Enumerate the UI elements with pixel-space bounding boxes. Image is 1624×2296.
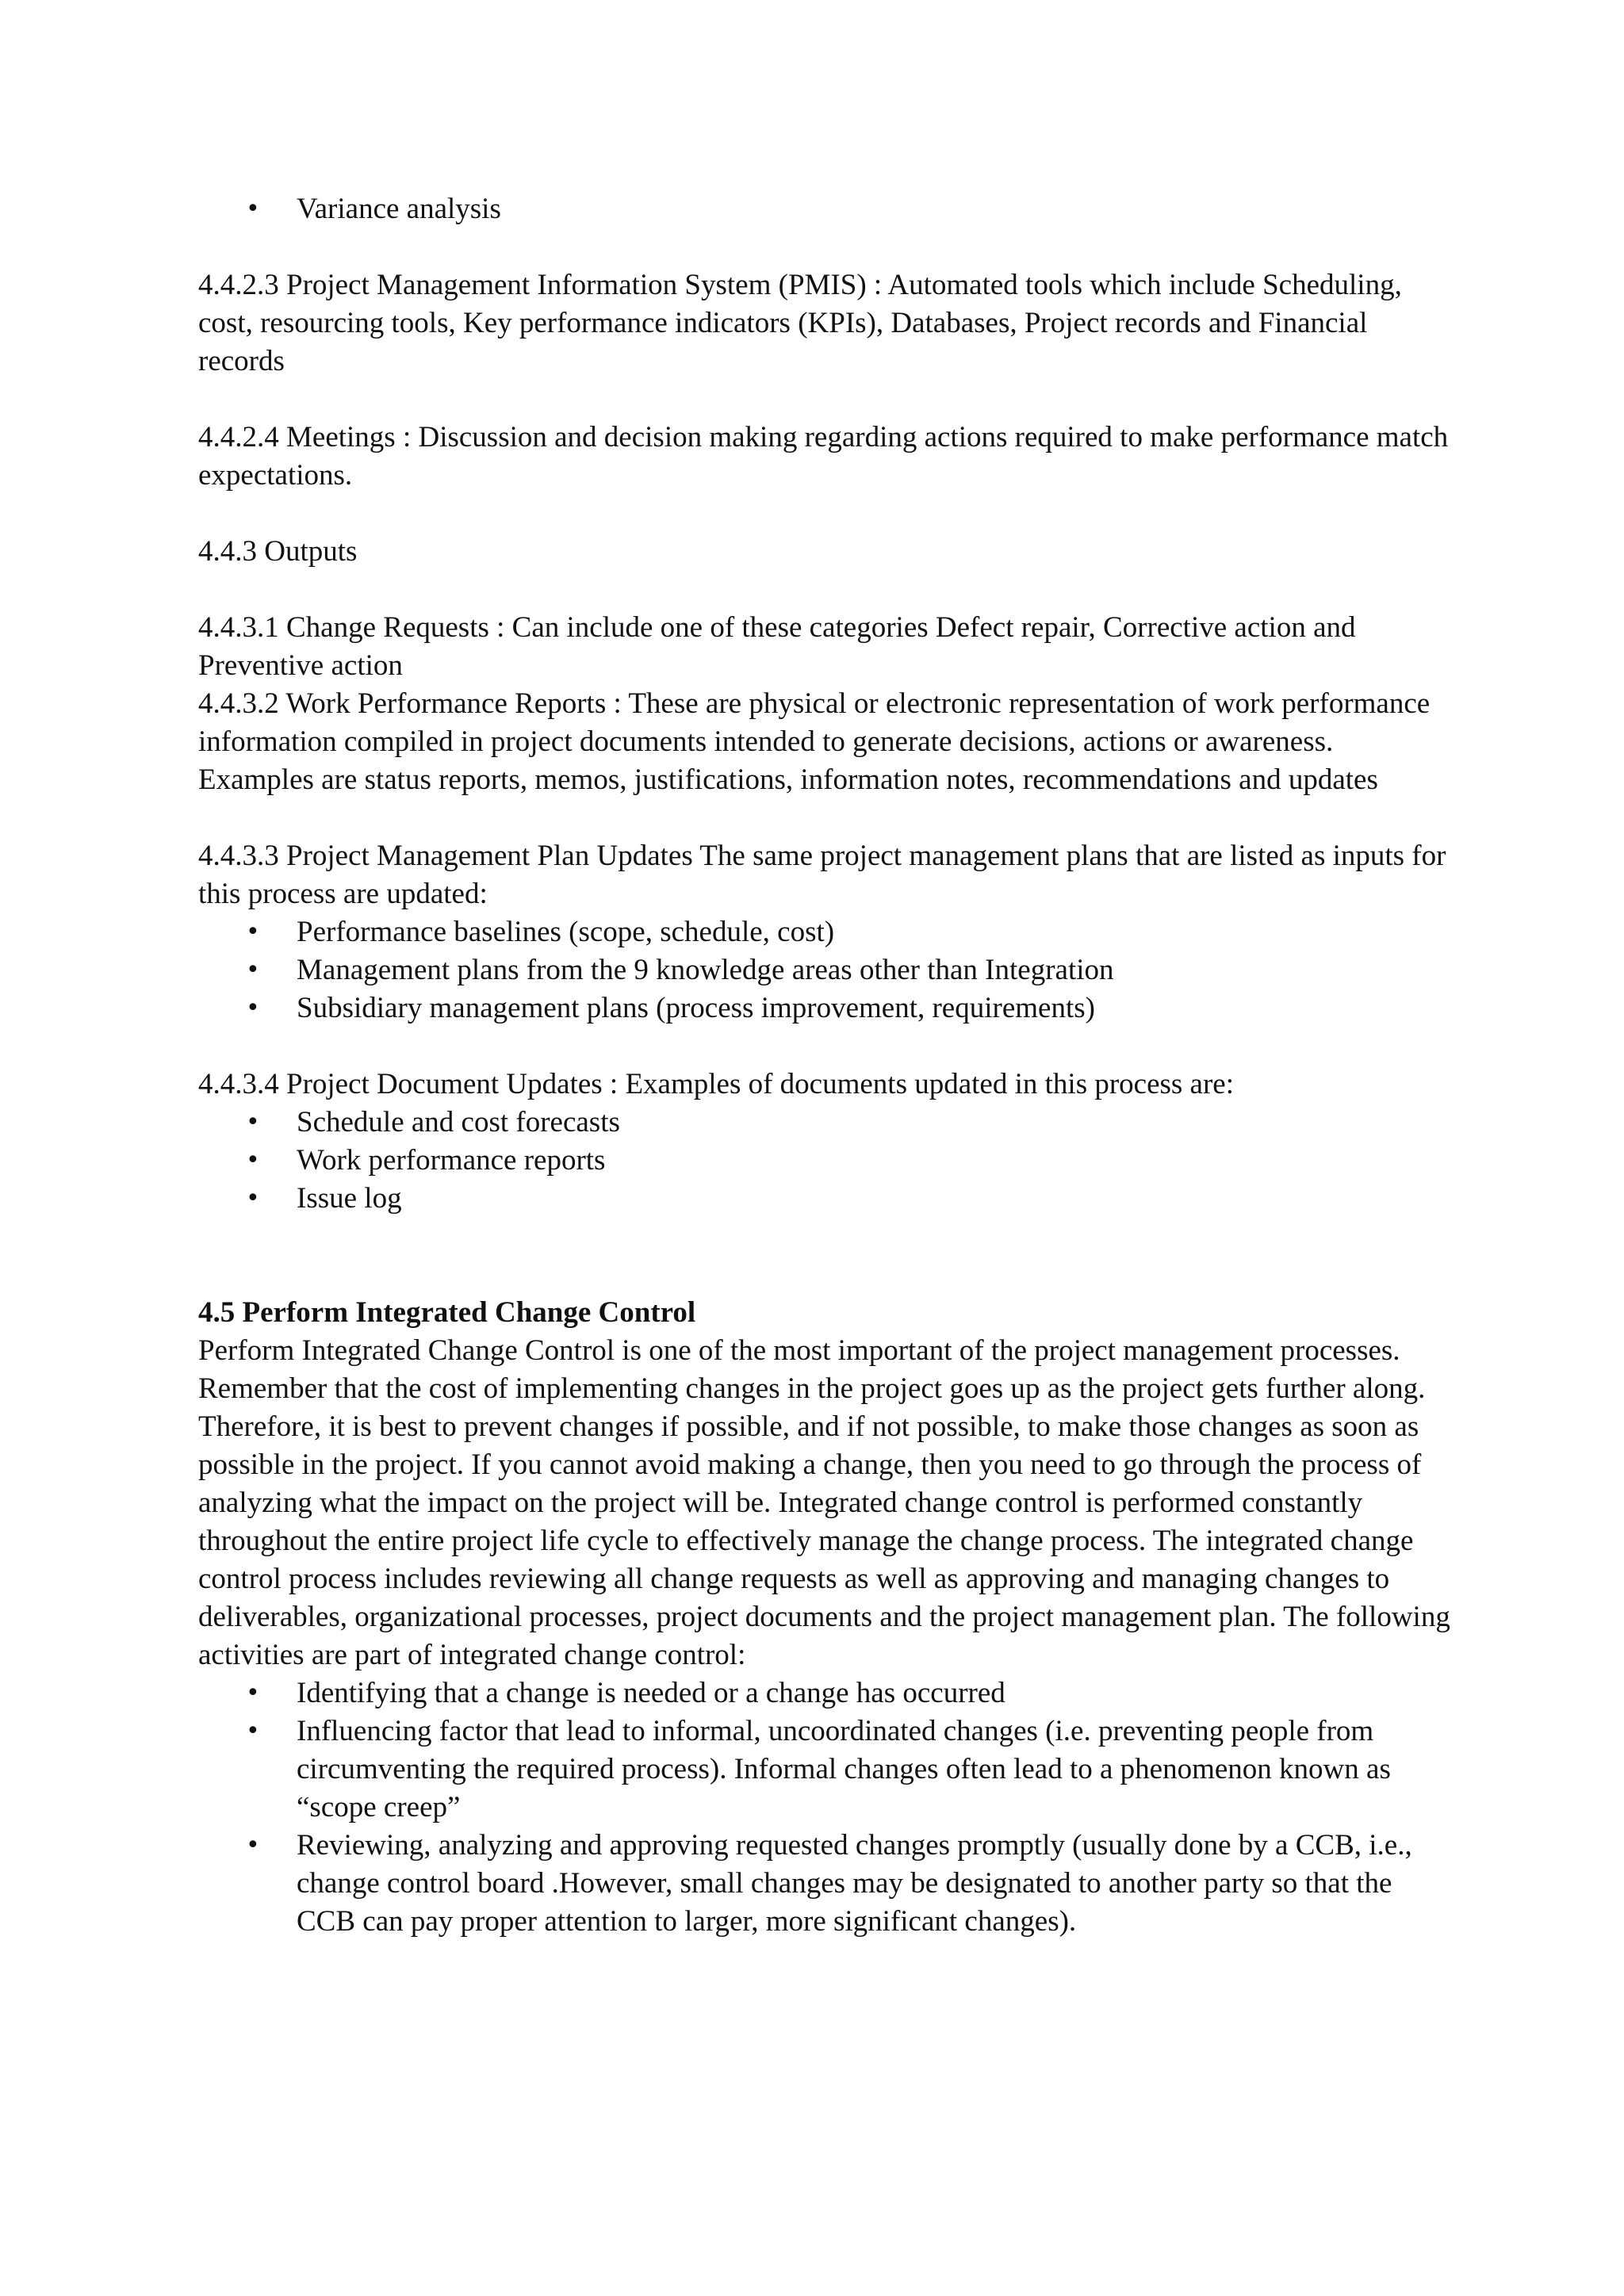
list-item: • Subsidiary management plans (process improvement, requirements) bbox=[198, 989, 1451, 1027]
plan-updates-list bbox=[198, 913, 1451, 1027]
paragraph-4-4-2-3: 4.4.2.3 Project Management Information System (PMIS) : Automated tools which include Scheduling, cost, resourcing tools, Key performance indicators (KPIs), Databases, Project records and Financial records bbox=[198, 269, 1402, 377]
list-item: • Management plans from the 9 knowledge areas other than Integration bbox=[198, 951, 1451, 989]
list-item: • Influencing factor that lead to informal, uncoordinated changes (i.e. preventing people from circumventing the required process). Informal changes often lead to a phenomenon known as “scope creep” bbox=[198, 1712, 1451, 1827]
paragraph-4-5: Perform Integrated Change Control is one of the most important of the project management processes. Remember that the cost of implementing changes in the project goes up as the project gets further along. Therefore, it is best to prevent changes if possible, and if not possible, to make those changes as soon as possible in the project. If you cannot avoid making a change, then you need to go through the process of analyzing what the impact on the project will be. Integrated change control is performed constantly throughout the entire project life cycle to effectively manage the change process. The integrated change control process includes reviewing all change requests as well as approving and managing changes to deliverables, organizational processes, project documents and the project management plan. The following activities are part of integrated change control: bbox=[198, 1334, 1450, 1671]
paragraph-4-4-3-2: 4.4.3.2 Work Performance Reports : These are physical or electronic representation of work performance information compiled in project documents intended to generate decisions, actions or awareness. Examples are status reports, memos, justifications, information notes, recommendations and updates bbox=[198, 687, 1431, 796]
list-item: • Identifying that a change is needed or a change has occurred bbox=[198, 1674, 1451, 1712]
list-item: • Issue log bbox=[198, 1180, 1451, 1218]
document-updates-list bbox=[198, 1104, 1451, 1218]
document-page bbox=[198, 190, 1451, 1941]
paragraph-4-4-2-4: 4.4.2.4 Meetings : Discussion and decision making regarding actions required to make performance match expectations. bbox=[198, 421, 1449, 492]
paragraph-4-4-3-1: 4.4.3.1 Change Requests : Can include one of these categories Defect repair, Corrective action and Preventive action bbox=[198, 611, 1356, 682]
section-heading-4-5: 4.5 Perform Integrated Change Control bbox=[198, 1296, 696, 1329]
list-item: • Reviewing, analyzing and approving requested changes promptly (usually done by a CCB, i.e., change control board .However, small changes may be designated to another party so that the CCB can pay proper attention to larger, more significant changes). bbox=[198, 1827, 1451, 1941]
change-control-activities-list bbox=[198, 1674, 1451, 1941]
variance-list bbox=[198, 190, 1451, 228]
paragraph-4-4-3-4: 4.4.3.4 Project Document Updates : Examples of documents updated in this process are: bbox=[198, 1068, 1235, 1100]
list-item: • Work performance reports bbox=[198, 1142, 1451, 1180]
list-item: • Performance baselines (scope, schedule, cost) bbox=[198, 913, 1451, 951]
heading-4-4-3-outputs: 4.4.3 Outputs bbox=[198, 535, 358, 568]
list-item: • Schedule and cost forecasts bbox=[198, 1104, 1451, 1142]
paragraph-4-4-3-3: 4.4.3.3 Project Management Plan Updates The same project management plans that are listed as inputs for this process are updated: bbox=[198, 840, 1446, 910]
list-item: • Variance analysis bbox=[198, 190, 1451, 228]
